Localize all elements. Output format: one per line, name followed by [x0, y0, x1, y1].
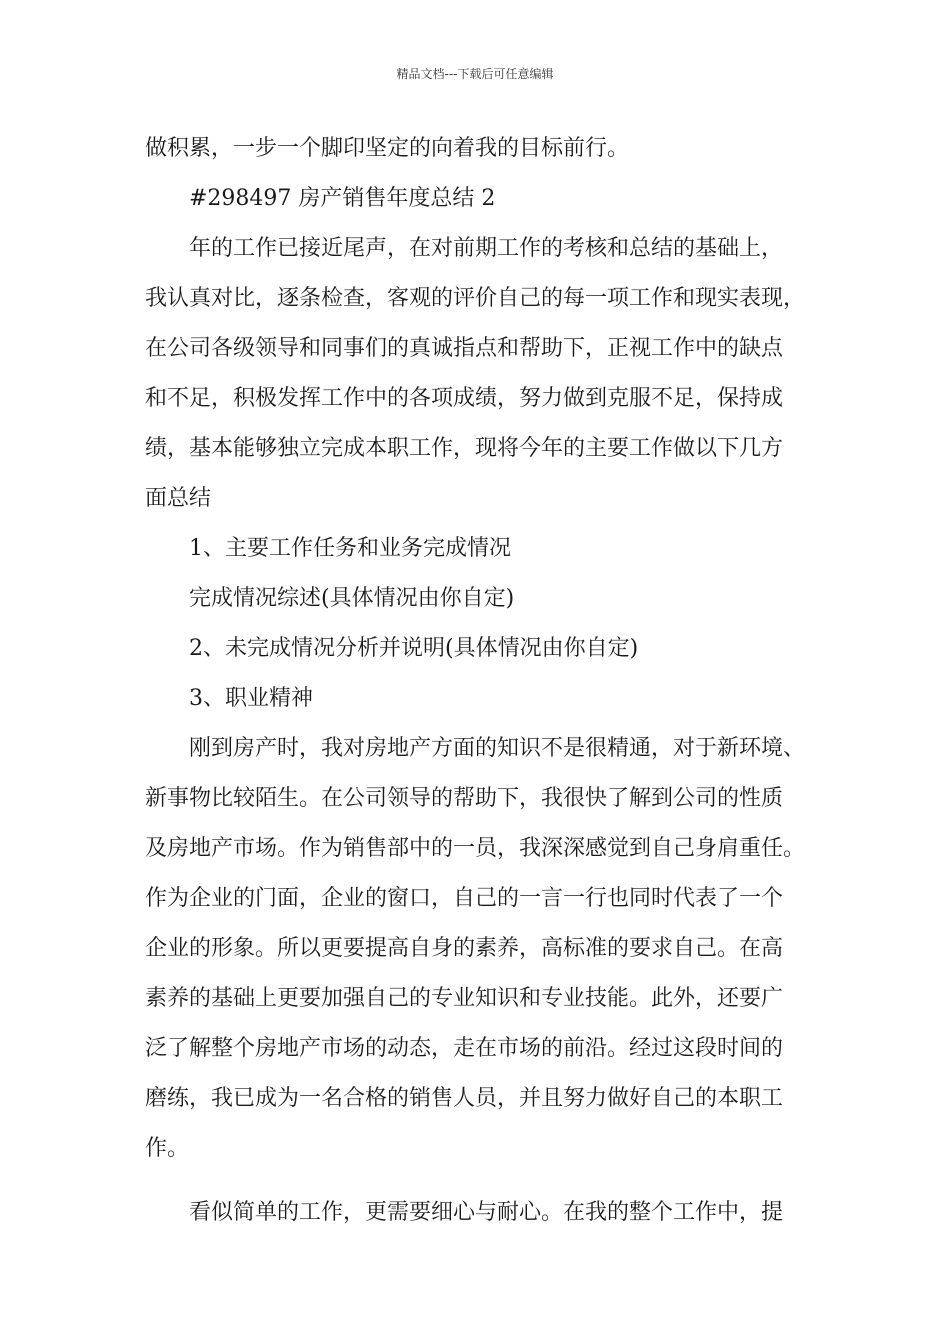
list-item-heading: 1、主要工作任务和业务完成情况	[189, 536, 511, 561]
paragraph-line: 素养的基础上更要加强自己的专业知识和专业技能。此外，还要广	[145, 986, 784, 1011]
document-body	[145, 124, 830, 1238]
page-header: 精品文档---下载后可任意编辑	[396, 67, 554, 81]
paragraph-line: 企业的形象。所以更要提高自身的素养，高标准的要求自己。在高	[145, 936, 784, 961]
paragraph-line: 完成情况综述(具体情况由你自定)	[189, 586, 515, 611]
paragraph-line: 新事物比较陌生。在公司领导的帮助下，我很快了解到公司的性质	[145, 786, 784, 811]
paragraph-line: 绩，基本能够独立完成本职工作，现将今年的主要工作做以下几方	[145, 436, 784, 461]
paragraph-line: 和不足，积极发挥工作中的各项成绩，努力做到克服不足，保持成	[145, 386, 784, 411]
paragraph-line: 磨练，我已成为一名合格的销售人员，并且努力做好自己的本职工	[145, 1086, 784, 1111]
paragraph-line: 看似简单的工作，更需要细心与耐心。在我的整个工作中，提	[189, 1200, 784, 1225]
paragraph-line: 在公司各级领导和同事们的真诚指点和帮助下，正视工作中的缺点	[145, 336, 784, 361]
section-heading: #298497 房产销售年度总结 2	[189, 186, 496, 211]
paragraph-line: 及房地产市场。作为销售部中的一员，我深深感觉到自己身肩重任。	[145, 836, 806, 861]
paragraph-line: 面总结	[145, 486, 212, 511]
paragraph-line: 做积累，一步一个脚印坚定的向着我的目标前行。	[145, 136, 630, 161]
list-item-heading: 3、职业精神	[189, 686, 313, 711]
paragraph-line: 作为企业的门面，企业的窗口，自己的一言一行也同时代表了一个	[145, 886, 784, 911]
paragraph-line: 刚到房产时，我对房地产方面的知识不是很精通，对于新环境、	[189, 736, 806, 761]
paragraph-line: 我认真对比，逐条检查，客观的评价自己的每一项工作和现实表现，	[145, 286, 806, 311]
paragraph-line: 年的工作已接近尾声，在对前期工作的考核和总结的基础上，	[189, 236, 784, 261]
list-item-heading: 2、未完成情况分析并说明(具体情况由你自定)	[189, 636, 639, 661]
paragraph-line: 作。	[145, 1136, 190, 1161]
paragraph-line: 泛了解整个房地产市场的动态，走在市场的前沿。经过这段时间的	[145, 1036, 784, 1061]
